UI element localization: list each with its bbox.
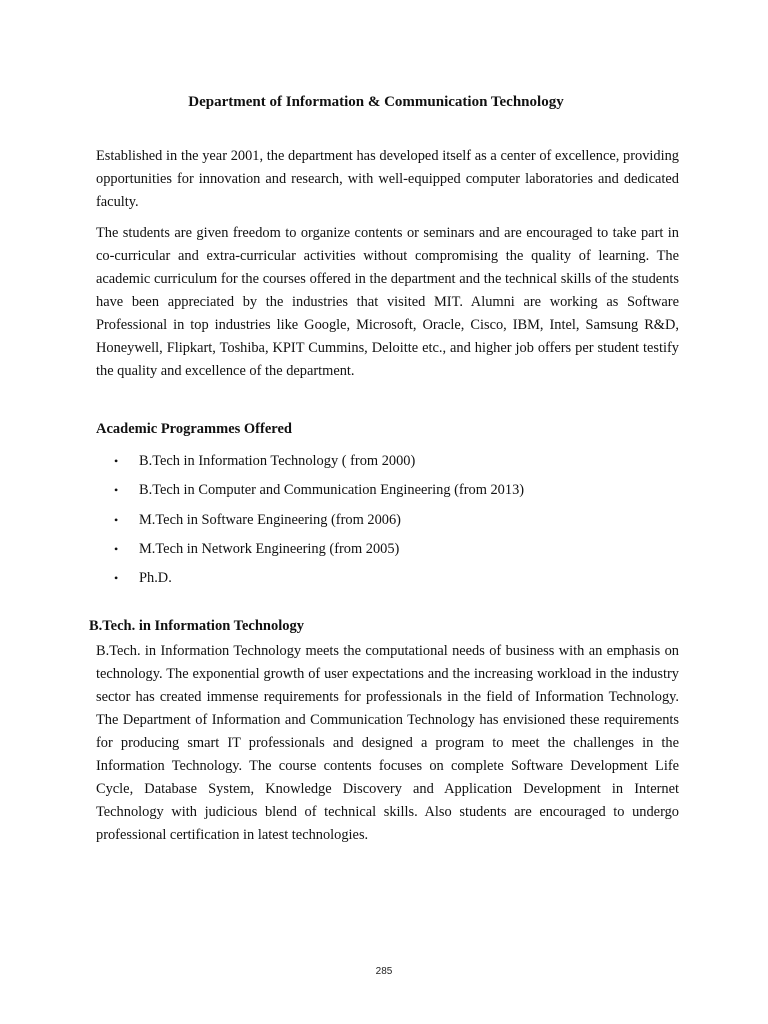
list-item — [114, 479, 524, 508]
list-item — [114, 567, 524, 596]
programme-label: B.Tech in Computer and Communication Engineering (from 2013) — [139, 482, 525, 499]
bullet-icon: • — [114, 454, 119, 468]
list-item — [114, 450, 524, 479]
programmes-heading: Academic Programmes Offered — [96, 421, 292, 437]
bullet-icon: • — [114, 512, 119, 527]
students-paragraph: The students are given freedom to organize contents or seminars and are encouraged to take part in co-curricular and extra-curricular activities without compromising the quality of learning. The academic curriculum for the courses offered in the department and the technical skills of the students have been appreciated by the industries that visited MIT. Alumni are working as Software Professional in top industries like Google, Microsoft, Oracle, Cisco, IBM, Intel, Samsung R&D, Honeywell, Flipkart, Toshiba, KPIT Cummins, Deloitte etc., and higher job offers per student testify the quality and excellence of the department. — [96, 225, 679, 379]
page-title: Department of Information & Communication Technology — [188, 94, 564, 110]
bullet-icon: • — [114, 483, 119, 498]
bullet-icon: • — [114, 541, 119, 556]
programme-label: Ph.D. — [139, 570, 172, 587]
intro-paragraph: Established in the year 2001, the department has developed itself as a center of excellence, providing opportunities for innovation and research, with well-equipped computer laboratories and dedicated faculty. — [96, 148, 679, 210]
programme-label: M.Tech in Software Engineering (from 2006) — [139, 511, 401, 528]
programme-label: M.Tech in Network Engineering (from 2005) — [139, 540, 400, 557]
page-number: 285 — [375, 966, 393, 977]
btech-paragraph: B.Tech. in Information Technology meets the computational needs of business with an emphasis on technology. The exponential growth of user expectations and the increasing workload in the industry sector has created immense requirements for professionals in the field of Information Technology. The Department of Information and Communication Technology has envisioned these requirements for producing smart IT professionals and designed a program to meet the challenges in the Information Technology. The course contents focuses on complete Software Development Life Cycle, Database System, Knowledge Discovery and Application Development in Internet Technology with judicious blend of technical skills. Also students are encouraged to undergo professional certification in latest technologies. — [96, 643, 679, 843]
programme-label: B.Tech in Information Technology ( from 2000) — [139, 453, 416, 469]
programmes-list — [114, 450, 524, 596]
list-item — [114, 509, 524, 538]
btech-heading: B.Tech. in Information Technology — [89, 618, 304, 634]
list-item — [114, 538, 524, 567]
bullet-icon: • — [114, 571, 119, 586]
